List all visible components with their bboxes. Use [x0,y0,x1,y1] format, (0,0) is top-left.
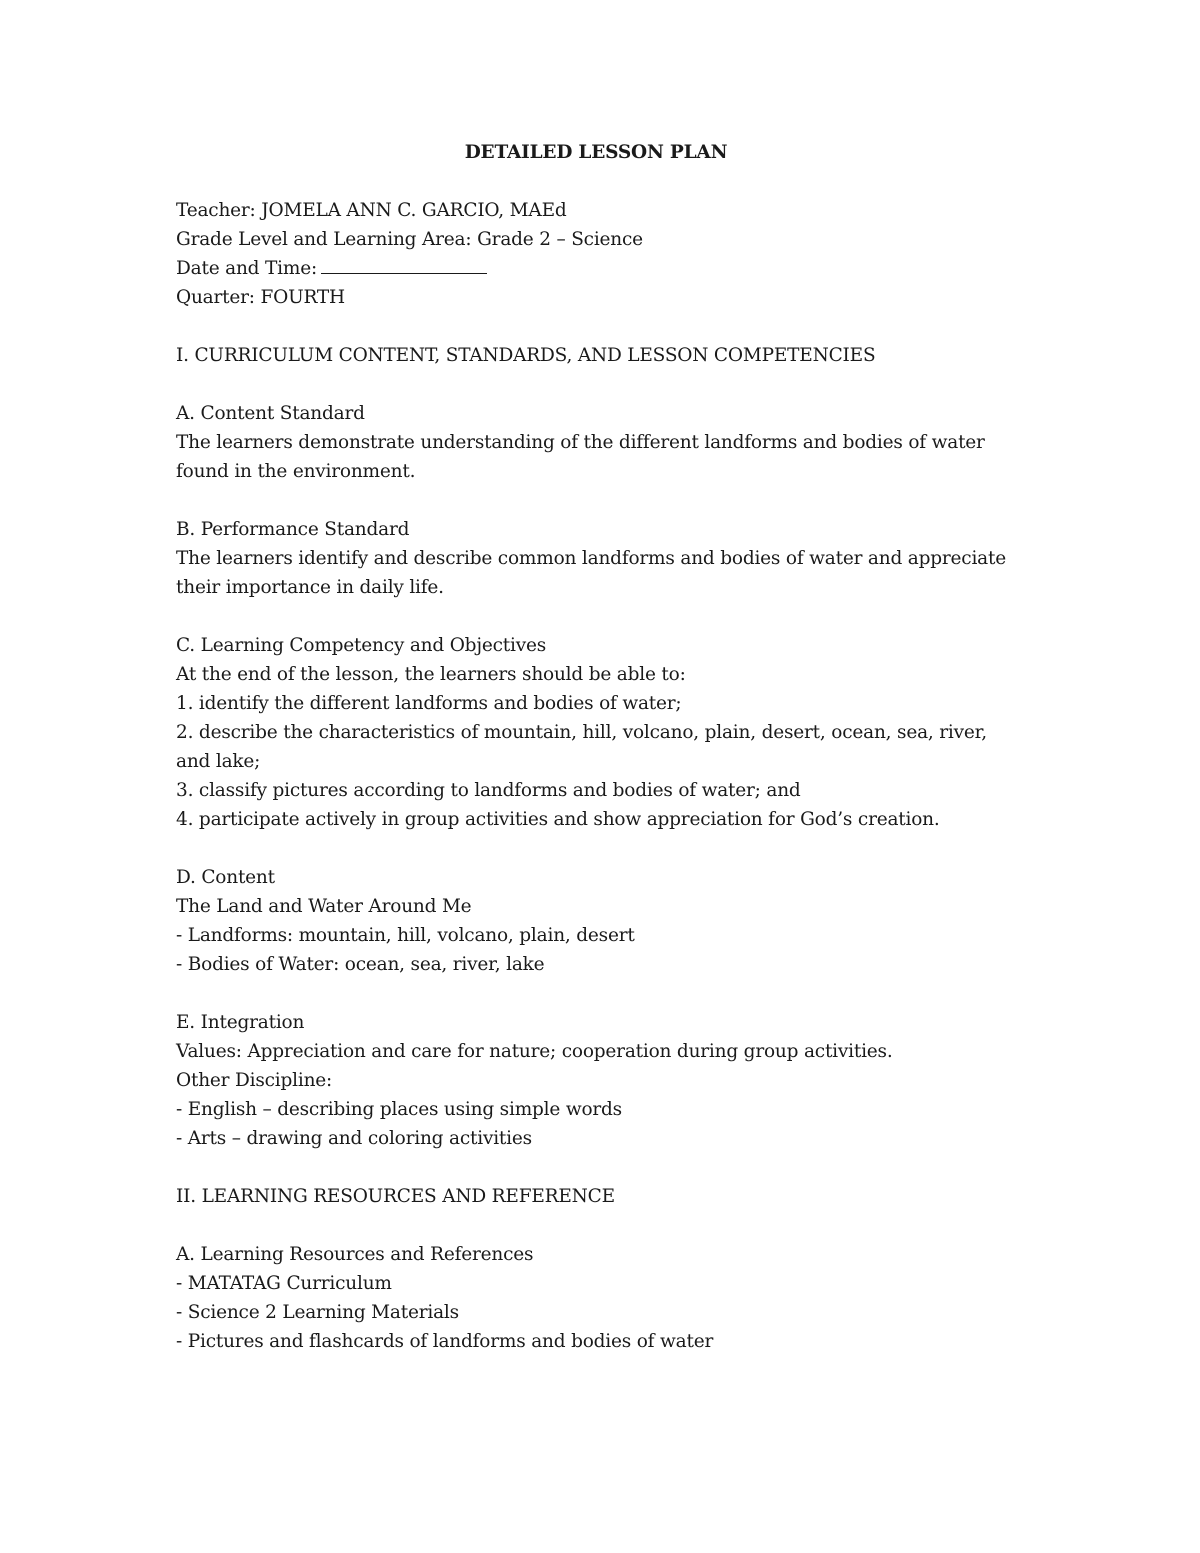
list-item: 1. identify the different landforms and bodies of water; [176,693,682,714]
content-title: The Land and Water Around Me [176,896,472,917]
integration-values: Values: Appreciation and care for nature; cooperation during group activities. [176,1041,893,1062]
content-standard-heading: A. Content Standard [176,403,365,424]
list-item: - Pictures and flashcards of landforms and bodies of water [176,1331,714,1352]
competency-heading: C. Learning Competency and Objectives [176,635,547,656]
content-standard-text: The learners demonstrate understanding of the different landforms and bodies of water found in the environment. [176,432,991,482]
integration-other: Other Discipline: [176,1070,333,1091]
list-item: - MATATAG Curriculum [176,1273,392,1294]
date-blank [321,255,487,274]
list-item: 2. describe the characteristics of mountain, hill, volcano, plain, desert, ocean, sea, river, and lake; [176,722,993,772]
list-item: - Landforms: mountain, hill, volcano, plain, desert [176,925,635,946]
grade-line: Grade Level and Learning Area: Grade 2 – Science [176,229,643,250]
performance-standard-heading: B. Performance Standard [176,519,410,540]
resources-heading: A. Learning Resources and References [176,1244,534,1265]
performance-standard-text: The learners identify and describe common landforms and bodies of water and appreciate their importance in daily life. [176,548,1012,598]
section1-heading: I. CURRICULUM CONTENT, STANDARDS, AND LESSON COMPETENCIES [176,345,876,366]
list-item: - Science 2 Learning Materials [176,1302,459,1323]
document-title: DETAILED LESSON PLAN [464,142,728,163]
section2-heading: II. LEARNING RESOURCES AND REFERENCE [176,1186,615,1207]
quarter-line: Quarter: FOURTH [176,287,345,308]
content-heading: D. Content [176,867,275,888]
list-item: - Arts – drawing and coloring activities [176,1128,532,1149]
integration-heading: E. Integration [176,1012,305,1033]
competency-intro: At the end of the lesson, the learners should be able to: [176,664,686,685]
document-page [176,138,1036,1356]
date-label: Date and Time: [176,258,317,279]
date-line [176,254,1036,283]
list-item: 4. participate actively in group activities and show appreciation for God’s creation. [176,809,940,830]
list-item: - Bodies of Water: ocean, sea, river, lake [176,954,545,975]
list-item: - English – describing places using simple words [176,1099,622,1120]
list-item: 3. classify pictures according to landforms and bodies of water; and [176,780,801,801]
teacher-line: Teacher: JOMELA ANN C. GARCIO, MAEd [176,200,567,221]
